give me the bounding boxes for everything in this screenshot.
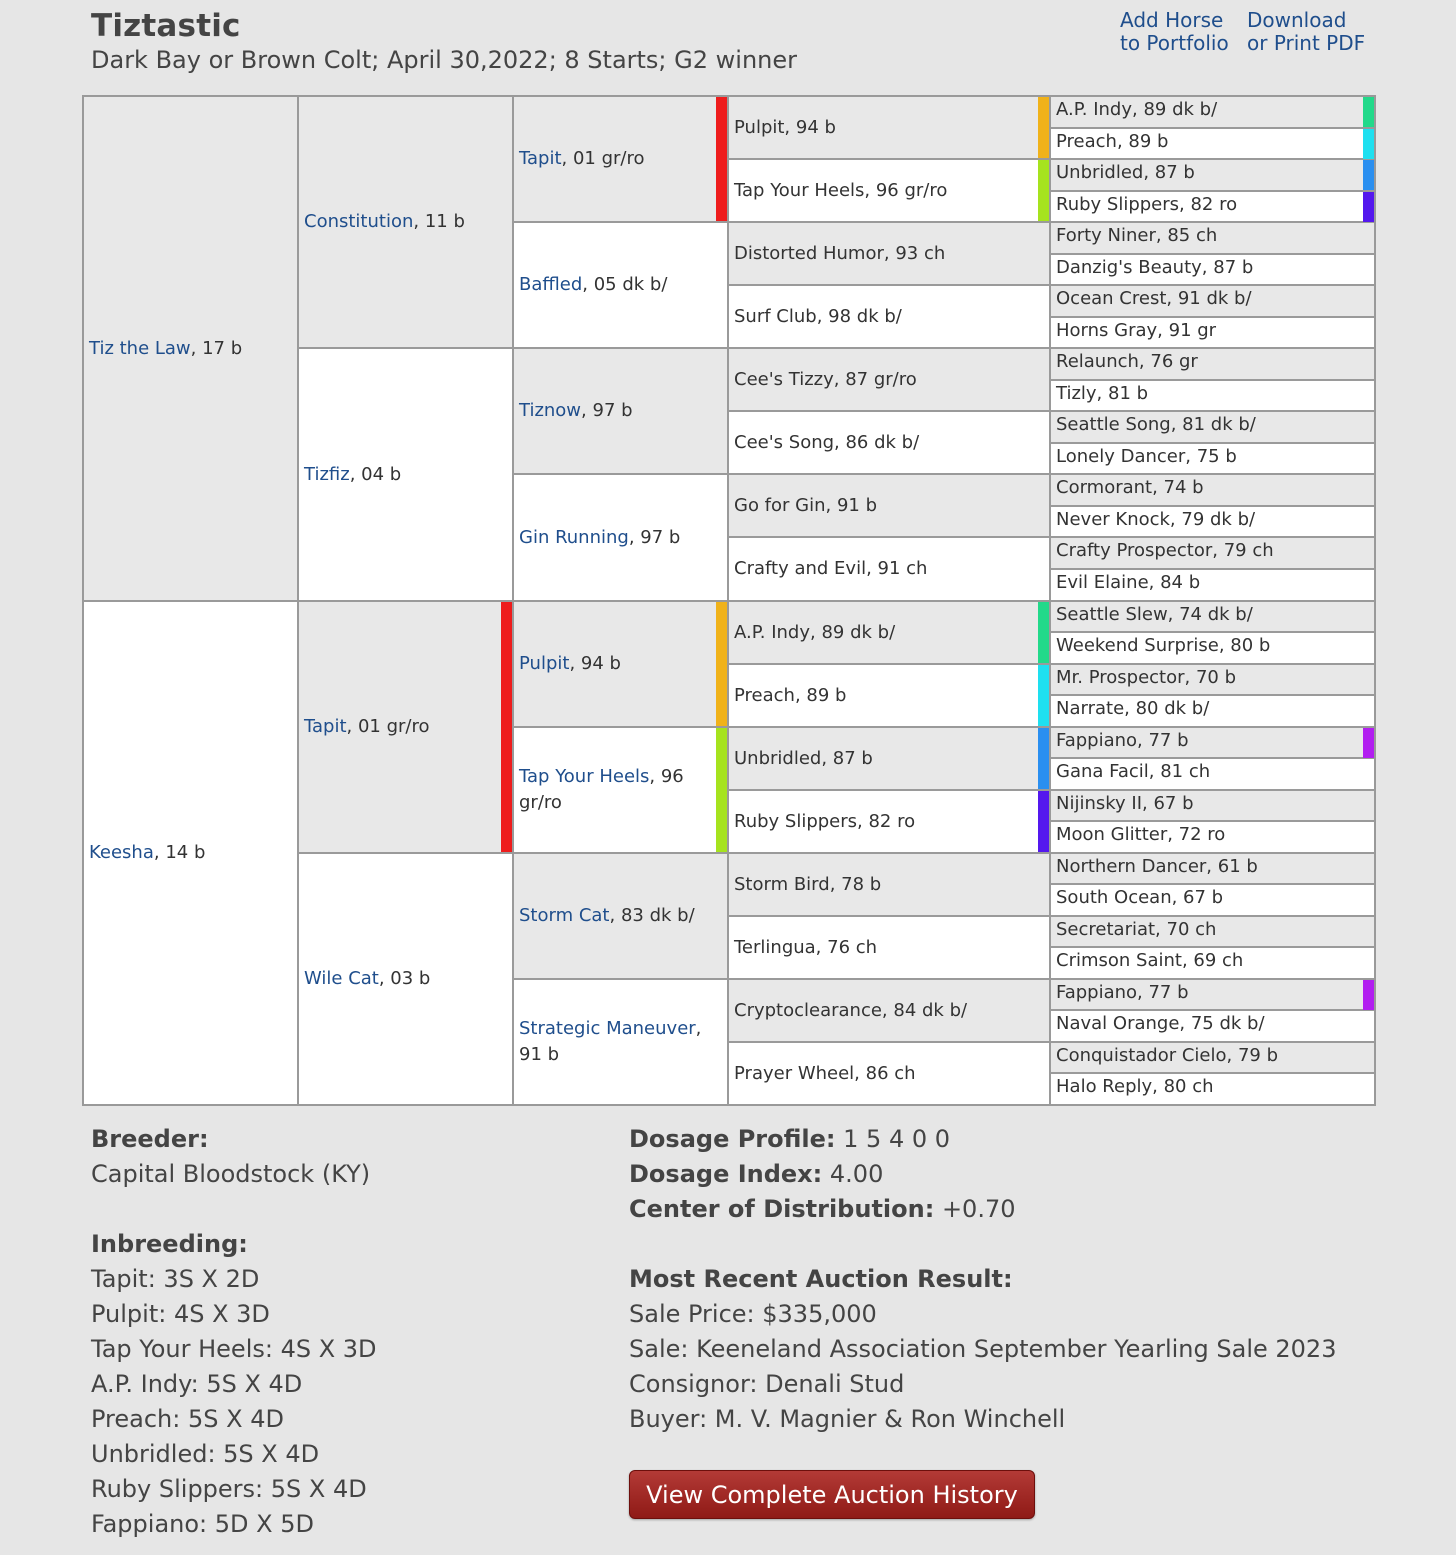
inbreeding-marker (501, 602, 512, 852)
horse-name: Pulpit, 94 b (734, 116, 836, 138)
pedigree-cell-gen4 (728, 727, 1050, 790)
breeder-section (91, 1122, 370, 1192)
pedigree-cell-gen5 (1050, 916, 1375, 947)
pedigree-cell-gen5 (1050, 1010, 1375, 1042)
horse-link[interactable]: Gin Running (519, 526, 629, 548)
horse-link[interactable]: Tiz the Law (89, 337, 191, 359)
sale-price: Sale Price: $335,000 (629, 1300, 877, 1328)
inbreeding-item: Tap Your Heels: 4S X 3D (91, 1335, 377, 1363)
horse-name: Unbridled, 87 b (1056, 162, 1195, 183)
pedigree-cell-gen3[interactable] (513, 96, 728, 222)
horse-name: Fappiano, 77 b (1056, 730, 1189, 751)
inbreeding-marker (1038, 665, 1049, 726)
horse-info: , 03 b (378, 968, 431, 989)
pedigree-cell-gen5 (1050, 1073, 1375, 1105)
pedigree-cell-gen3[interactable] (513, 727, 728, 853)
inbreeding-item: Tapit: 3S X 2D (91, 1265, 260, 1293)
pedigree-cell-gen5 (1050, 128, 1375, 159)
dosage-index (629, 1157, 1016, 1192)
horse-name: Weekend Surprise, 80 b (1056, 635, 1271, 656)
horse-info: , 17 b (190, 337, 243, 359)
horse-link[interactable]: Tiznow (519, 400, 582, 421)
pedigree-cell-gen5 (1050, 222, 1375, 254)
pedigree-cell-gen3[interactable] (513, 979, 728, 1105)
horse-link[interactable]: Storm Cat (519, 905, 610, 926)
horse-name: Storm Bird, 78 b (734, 873, 882, 895)
pedigree-cell-gen2[interactable] (298, 601, 513, 853)
pedigree-cell-gen3[interactable] (513, 474, 728, 601)
horse-name: Forty Niner, 85 ch (1056, 225, 1218, 246)
inbreeding-marker (1363, 160, 1374, 190)
breeder-value: Capital Bloodstock (KY) (91, 1160, 371, 1188)
pedigree-cell-gen5 (1050, 506, 1375, 537)
pedigree-cell-gen3[interactable] (513, 348, 728, 474)
pedigree-cell-gen3[interactable] (513, 601, 728, 727)
pedigree-cell-gen4 (728, 348, 1050, 411)
horse-link[interactable]: Pulpit (519, 653, 570, 674)
pedigree-cell-gen5 (1050, 317, 1375, 348)
horse-info: , 05 dk b/ (582, 274, 668, 295)
pedigree-cell-gen5 (1050, 348, 1375, 380)
pedigree-cell-gen5 (1050, 821, 1375, 853)
inbreeding-marker (1363, 97, 1374, 127)
auction-section (629, 1262, 1336, 1437)
add-to-portfolio-line1: Add Horse (1120, 8, 1224, 32)
inbreeding-marker (1038, 728, 1049, 789)
horse-name: Cormorant, 74 b (1056, 477, 1204, 498)
pedigree-cell-gen5 (1050, 601, 1375, 632)
horse-info: , 11 b (413, 211, 465, 232)
add-to-portfolio-link[interactable] (1120, 9, 1229, 55)
inbreeding-item: Pulpit: 4S X 3D (91, 1300, 270, 1328)
download-line2: or Print PDF (1247, 31, 1366, 55)
horse-name: Danzig's Beauty, 87 b (1056, 257, 1254, 278)
horse-name: Lonely Dancer, 75 b (1056, 446, 1237, 467)
horse-name: Cryptoclearance, 84 dk b/ (734, 999, 968, 1021)
pedigree-cell-gen5 (1050, 537, 1375, 569)
horse-name: Mr. Prospector, 70 b (1056, 667, 1237, 688)
horse-name: A.P. Indy, 89 dk b/ (1056, 99, 1218, 120)
horse-name: Crafty and Evil, 91 ch (734, 558, 928, 579)
horse-name: Conquistador Cielo, 79 b (1056, 1045, 1279, 1066)
pedigree-cell-gen5 (1050, 96, 1375, 128)
horse-name: Ruby Slippers, 82 ro (734, 810, 916, 832)
horse-link[interactable]: Tapit (519, 148, 562, 169)
horse-name: Ocean Crest, 91 dk b/ (1056, 288, 1252, 309)
horse-description: Dark Bay or Brown Colt; April 30,2022; 8 Starts; G2 winner (91, 46, 797, 74)
horse-name: Relaunch, 76 gr (1056, 351, 1198, 372)
pedigree-cell-gen4 (728, 537, 1050, 601)
horse-info: , 14 b (153, 842, 206, 863)
add-to-portfolio-line2: to Portfolio (1120, 31, 1229, 55)
dosage-profile-value: 1 5 4 0 0 (835, 1125, 951, 1153)
center-of-distribution (629, 1192, 1016, 1227)
pedigree-cell-gen3[interactable] (513, 222, 728, 348)
horse-link[interactable]: Wile Cat (304, 968, 379, 989)
pedigree-cell-gen4 (728, 601, 1050, 664)
horse-name: Prayer Wheel, 86 ch (734, 1062, 916, 1084)
sale-name: Sale: Keeneland Association September Yearling Sale 2023 (629, 1335, 1337, 1363)
inbreeding-label: Inbreeding: (91, 1230, 248, 1258)
horse-link[interactable]: Tizfiz (304, 463, 350, 485)
pedigree-cell-gen5 (1050, 1042, 1375, 1073)
horse-link[interactable]: Constitution (304, 211, 414, 232)
horse-name: Crafty Prospector, 79 ch (1056, 540, 1274, 561)
pedigree-cell-gen5 (1050, 380, 1375, 411)
pedigree-cell-gen4 (728, 96, 1050, 159)
horse-info: , 04 b (349, 463, 402, 485)
horse-name: Halo Reply, 80 ch (1056, 1076, 1214, 1097)
horse-name: Seattle Song, 81 dk b/ (1056, 414, 1256, 435)
pedigree-cell-gen5 (1050, 632, 1375, 664)
pedigree-cell-gen5 (1050, 884, 1375, 916)
breeder-label: Breeder: (91, 1125, 209, 1153)
pedigree-cell-gen2[interactable] (298, 96, 513, 348)
horse-name: Cee's Tizzy, 87 gr/ro (734, 368, 917, 390)
inbreeding-marker (1038, 602, 1049, 663)
dosage-index-value: 4.00 (822, 1160, 884, 1188)
pedigree-cell-gen5 (1050, 979, 1375, 1010)
pedigree-cell-gen5 (1050, 191, 1375, 222)
inbreeding-marker (1038, 97, 1049, 158)
pedigree-cell-gen4 (728, 916, 1050, 979)
horse-name: Tizly, 81 b (1056, 383, 1149, 404)
pedigree-cell-gen5 (1050, 695, 1375, 727)
dosage-profile-label: Dosage Profile: (629, 1125, 836, 1153)
pedigree-cell-gen4 (728, 979, 1050, 1042)
pedigree-cell-gen5 (1050, 758, 1375, 790)
inbreeding-item: Ruby Slippers: 5S X 4D (91, 1475, 367, 1503)
pedigree-cell-gen4 (728, 1042, 1050, 1105)
pedigree-cell-gen4 (728, 285, 1050, 348)
horse-name: Gana Facil, 81 ch (1056, 761, 1211, 782)
horse-name: Fappiano, 77 b (1056, 982, 1189, 1003)
horse-info: , 83 dk b/ (609, 905, 695, 926)
horse-info: , 97 b (628, 526, 681, 548)
horse-info: , 97 b (581, 400, 633, 421)
horse-name: Never Knock, 79 dk b/ (1056, 509, 1256, 530)
horse-link[interactable]: Tap Your Heels (519, 766, 650, 787)
horse-name: Terlingua, 76 ch (734, 936, 878, 958)
horse-link[interactable]: Keesha (89, 842, 154, 863)
horse-name: Nijinsky II, 67 b (1056, 793, 1194, 814)
horse-name: Seattle Slew, 74 dk b/ (1056, 604, 1253, 625)
pedigree-cell-gen5 (1050, 727, 1375, 758)
horse-name: South Ocean, 67 b (1056, 887, 1224, 908)
download-line1: Download (1247, 8, 1347, 32)
pedigree-cell-gen4 (728, 474, 1050, 537)
pedigree-cell-gen5 (1050, 159, 1375, 191)
horse-link[interactable]: Tapit (304, 716, 347, 737)
horse-info: , 91 b (519, 1018, 702, 1065)
pedigree-cell-gen5 (1050, 411, 1375, 443)
dosage-section (629, 1122, 1016, 1227)
horse-link[interactable]: Strategic Maneuver (519, 1018, 696, 1039)
pedigree-cell-gen5 (1050, 474, 1375, 506)
pedigree-cell-gen5 (1050, 569, 1375, 601)
pedigree-cell-gen4 (728, 664, 1050, 727)
pedigree-chart (82, 95, 1376, 1106)
pedigree-cell-gen1[interactable] (83, 601, 298, 1105)
inbreeding-marker (1363, 728, 1374, 758)
inbreeding-marker (716, 602, 727, 726)
cod-value: +0.70 (934, 1195, 1016, 1223)
horse-name: Narrate, 80 dk b/ (1056, 698, 1210, 719)
pedigree-cell-gen5 (1050, 254, 1375, 285)
pedigree-cell-gen5 (1050, 947, 1375, 979)
view-auction-history-button[interactable]: View Complete Auction History (629, 1470, 1035, 1519)
inbreeding-marker (1363, 192, 1374, 222)
horse-name: Go for Gin, 91 b (734, 494, 878, 516)
inbreeding-item: Preach: 5S X 4D (91, 1405, 284, 1433)
horse-name: Preach, 89 b (1056, 131, 1169, 152)
pedigree-cell-gen4 (728, 159, 1050, 222)
horse-name: Preach, 89 b (734, 684, 847, 706)
pedigree-cell-gen4 (728, 853, 1050, 916)
cod-label: Center of Distribution: (629, 1195, 935, 1223)
pedigree-cell-gen5 (1050, 664, 1375, 695)
horse-name: Horns Gray, 91 gr (1056, 320, 1217, 341)
pedigree-cell-gen5 (1050, 443, 1375, 474)
download-pdf-link[interactable] (1247, 9, 1365, 55)
inbreeding-marker (1038, 160, 1049, 221)
pedigree-cell-gen5 (1050, 790, 1375, 821)
horse-name: Tap Your Heels, 96 gr/ro (734, 179, 948, 201)
pedigree-cell-gen4 (728, 222, 1050, 285)
horse-info: , 01 gr/ro (346, 716, 430, 737)
inbreeding-item: Unbridled: 5S X 4D (91, 1440, 320, 1468)
buyer: Buyer: M. V. Magnier & Ron Winchell (629, 1405, 1066, 1433)
pedigree-cell-gen4 (728, 790, 1050, 853)
horse-name: Unbridled, 87 b (734, 747, 873, 769)
pedigree-cell-gen5 (1050, 285, 1375, 317)
horse-link[interactable]: Baffled (519, 274, 583, 295)
horse-name: Cee's Song, 86 dk b/ (734, 431, 920, 453)
horse-name: Evil Elaine, 84 b (1056, 572, 1201, 593)
dosage-index-label: Dosage Index: (629, 1160, 823, 1188)
horse-info: , 96 gr/ro (519, 766, 684, 813)
pedigree-cell-gen5 (1050, 853, 1375, 884)
horse-name: Secretariat, 70 ch (1056, 919, 1217, 940)
horse-name: Northern Dancer, 61 b (1056, 856, 1258, 877)
horse-name: Surf Club, 98 dk b/ (734, 305, 902, 327)
pedigree-cell-gen3[interactable] (513, 853, 728, 979)
auction-label: Most Recent Auction Result: (629, 1265, 1013, 1293)
pedigree-cell-gen1[interactable] (83, 96, 298, 601)
inbreeding-marker (716, 97, 727, 221)
dosage-profile (629, 1122, 1016, 1157)
horse-name: Naval Orange, 75 dk b/ (1056, 1013, 1265, 1034)
inbreeding-marker (1363, 129, 1374, 159)
inbreeding-marker (716, 728, 727, 852)
inbreeding-item: Fappiano: 5D X 5D (91, 1510, 314, 1538)
horse-name: Ruby Slippers, 82 ro (1056, 194, 1238, 215)
consignor: Consignor: Denali Stud (629, 1370, 905, 1398)
pedigree-cell-gen4 (728, 411, 1050, 474)
horse-info: , 94 b (569, 653, 621, 674)
inbreeding-item: A.P. Indy: 5S X 4D (91, 1370, 303, 1398)
horse-name: Crimson Saint, 69 ch (1056, 950, 1244, 971)
horse-name: Moon Glitter, 72 ro (1056, 824, 1226, 845)
horse-info: , 01 gr/ro (561, 148, 645, 169)
horse-name: Distorted Humor, 93 ch (734, 242, 946, 264)
inbreeding-section (91, 1227, 377, 1542)
horse-name: A.P. Indy, 89 dk b/ (734, 621, 896, 643)
inbreeding-marker (1363, 980, 1374, 1010)
pedigree-cell-gen2[interactable] (298, 853, 513, 1105)
pedigree-cell-gen2[interactable] (298, 348, 513, 601)
inbreeding-marker (1038, 791, 1049, 852)
horse-title: Tiztastic (91, 8, 241, 44)
